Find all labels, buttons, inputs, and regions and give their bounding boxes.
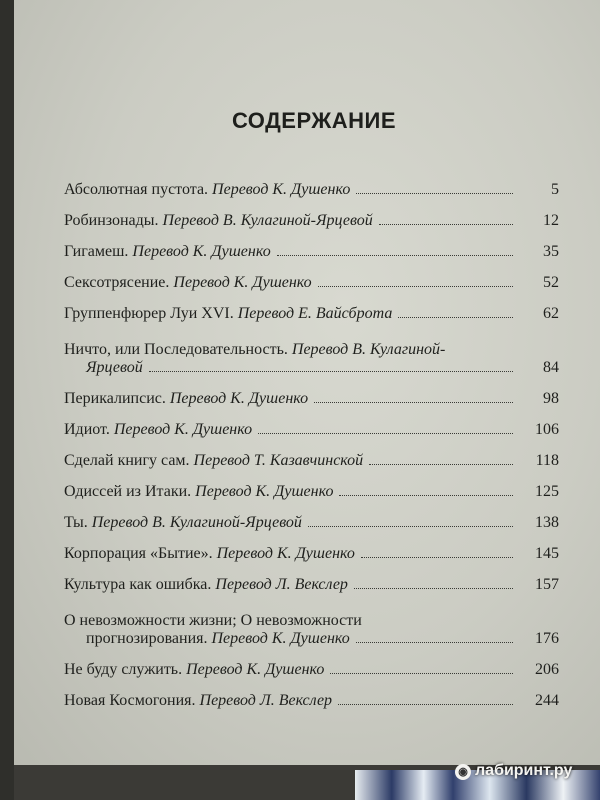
- dot-leader: [361, 557, 513, 558]
- entry-page-number: 244: [535, 692, 559, 709]
- entry-translator: Перевод Е. Вайсброта: [237, 305, 393, 322]
- dot-leader: [314, 402, 513, 403]
- dot-leader: [308, 526, 513, 527]
- entry-page-number: 62: [543, 305, 559, 322]
- dot-leader: [356, 642, 513, 643]
- entry-title: Сделай книгу сам.: [64, 452, 190, 469]
- entry-title: Корпорация «Бытие».: [64, 545, 213, 562]
- entry-translator-cont: Ярцевой: [86, 359, 143, 376]
- entry-translator: Перевод Т. Казавчинской: [193, 452, 364, 469]
- entry-title-cont: прогнозирования.: [86, 630, 208, 647]
- toc-entry: [64, 648, 559, 679]
- toc-entry: [64, 532, 559, 563]
- toc-entry: [64, 230, 559, 261]
- entry-page-number: 98: [543, 390, 559, 407]
- entry-title: Сексотрясение.: [64, 274, 170, 291]
- entry-translator: Перевод Л. Векслер: [215, 576, 348, 593]
- entry-title: Группенфюрер Луи XVI.: [64, 305, 234, 322]
- entry-title: Идиот.: [64, 421, 110, 438]
- toc-entry: [64, 408, 559, 439]
- entry-page-number: 206: [535, 661, 559, 678]
- entry-page-number: 84: [543, 359, 559, 376]
- entry-page-number: 52: [543, 274, 559, 291]
- dot-leader: [356, 193, 513, 194]
- dot-leader: [338, 704, 513, 705]
- entry-translator: Перевод К. Душенко: [211, 630, 350, 647]
- book-page: [14, 0, 600, 765]
- entry-page-number: 118: [535, 452, 559, 469]
- entry-title: Не буду служить.: [64, 661, 183, 678]
- entry-translator: Перевод В. Кулагиной-Ярцевой: [91, 514, 302, 531]
- dot-leader: [149, 371, 513, 372]
- entry-page-number: 145: [535, 545, 559, 562]
- toc-entry: [64, 439, 559, 470]
- dot-leader: [318, 286, 513, 287]
- entry-title: Гигамеш.: [64, 243, 129, 260]
- toc-entry: [64, 323, 559, 377]
- dot-leader: [258, 433, 513, 434]
- toc-entry: [64, 563, 559, 594]
- entry-translator: Перевод К. Душенко: [212, 181, 351, 198]
- entry-title: Культура как ошибка.: [64, 576, 212, 593]
- dot-leader: [379, 224, 513, 225]
- dot-leader: [339, 495, 513, 496]
- entry-title: Робинзонады.: [64, 212, 159, 229]
- entry-translator: Перевод К. Душенко: [132, 243, 271, 260]
- toc-entry: [64, 594, 559, 648]
- entry-title: Перикалипсис.: [64, 390, 166, 407]
- entry-title: Новая Космогония.: [64, 692, 196, 709]
- entry-page-number: 12: [543, 212, 559, 229]
- page-edge-shadow: [0, 0, 14, 800]
- entry-page-number: 176: [535, 630, 559, 647]
- labyrinth-logo-icon: ◉: [455, 764, 471, 780]
- entry-translator: Перевод В. Кулагиной-Ярцевой: [162, 212, 373, 229]
- toc-entry: [64, 501, 559, 532]
- toc-entry: [64, 292, 559, 323]
- toc-entry: [64, 470, 559, 501]
- entry-translator: Перевод Л. Векслер: [199, 692, 333, 709]
- entry-page-number: 157: [535, 576, 559, 593]
- entry-translator: Перевод К. Душенко: [113, 421, 253, 438]
- entry-title: О невозможности жизни; О невозможности: [64, 612, 362, 629]
- entry-translator: Перевод К. Душенко: [216, 545, 355, 562]
- entry-translator: Перевод К. Душенко: [169, 390, 309, 407]
- entry-page-number: 106: [535, 421, 559, 438]
- dot-leader: [330, 673, 513, 674]
- dot-leader: [277, 255, 513, 256]
- watermark: [455, 762, 572, 780]
- page-title: СОДЕРЖАНИЕ: [231, 108, 397, 133]
- entry-translator: Перевод В. Кулагиной-: [291, 341, 446, 358]
- toc-entry: [64, 199, 559, 230]
- bleed-through-text: [124, 4, 454, 14]
- entry-translator: Перевод К. Душенко: [195, 483, 334, 500]
- entry-title: Одиссей из Итаки.: [64, 483, 192, 500]
- entry-page-number: 138: [535, 514, 559, 531]
- dot-leader: [398, 317, 513, 318]
- entry-page-number: 125: [535, 483, 559, 500]
- entry-page-number: 5: [551, 181, 559, 198]
- table-of-contents: [64, 168, 559, 710]
- entry-page-number: 35: [543, 243, 559, 260]
- toc-entry: [64, 377, 559, 408]
- entry-title: Ты.: [64, 514, 88, 531]
- toc-entry: [64, 168, 559, 199]
- entry-title: Ничто, или Последовательность.: [64, 341, 288, 358]
- dot-leader: [354, 588, 513, 589]
- dot-leader: [369, 464, 513, 465]
- watermark-text: лабиринт.ру: [475, 762, 573, 779]
- toc-entry: [64, 261, 559, 292]
- entry-translator: Перевод К. Душенко: [173, 274, 312, 291]
- toc-entry: [64, 679, 559, 710]
- entry-title: Абсолютная пустота.: [64, 181, 209, 198]
- entry-translator: Перевод К. Душенко: [186, 661, 325, 678]
